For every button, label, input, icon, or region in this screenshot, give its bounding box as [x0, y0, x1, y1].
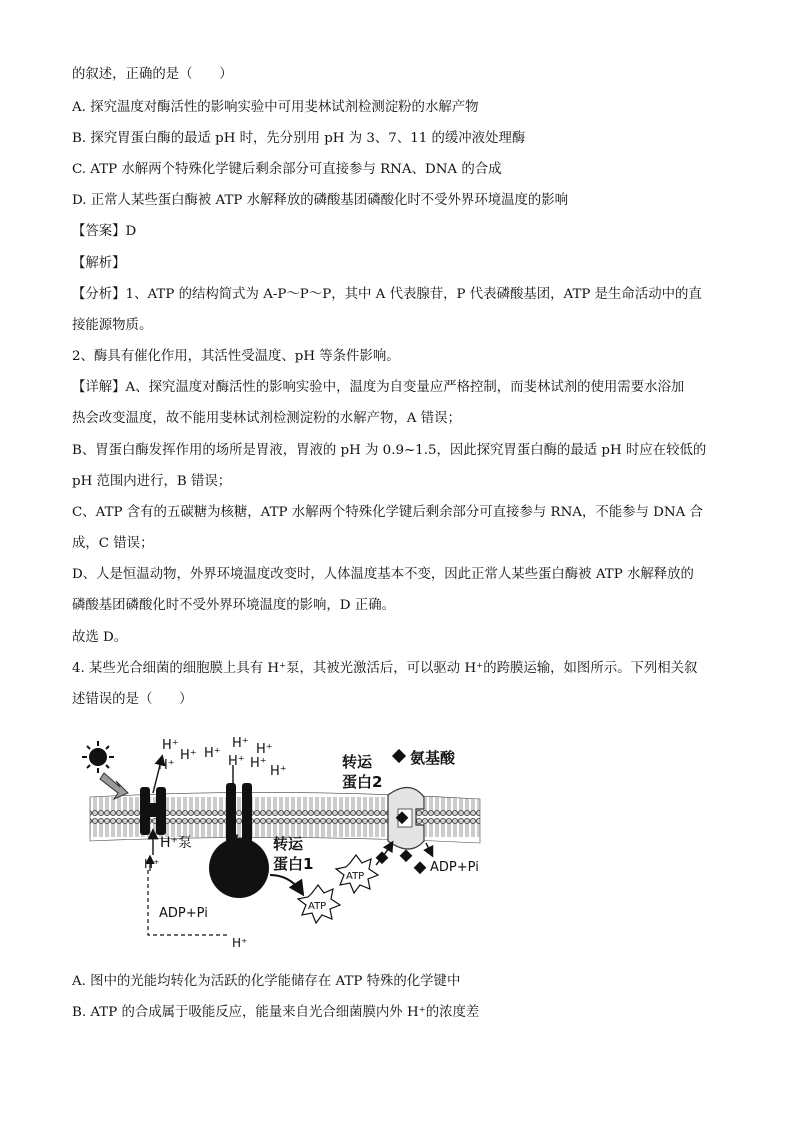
option-a: A. 探究温度对酶活性的影响实验中可用斐林试剂检测淀粉的水解产物 [72, 100, 479, 115]
atp-label: ATP [308, 901, 327, 912]
h-plus-label: H⁺ [158, 758, 175, 773]
h-plus-label: H⁺ [228, 754, 245, 769]
adp-pi-label: ADP+Pi [430, 860, 479, 875]
q4-option-a: A. 图中的光能均转化为活跃的化学能储存在 ATP 特殊的化学键中 [72, 974, 461, 989]
question-4-stem: 述错误的是（ ） [72, 692, 193, 707]
conclusion-line: 故选 D。 [72, 630, 128, 645]
h-plus-label: H⁺ [180, 748, 197, 763]
question-4-stem: 4. 某些光合细菌的细胞膜上具有 H⁺泵，其被光激活后，可以驱动 H⁺的跨膜运输，如图所示。下列相关叙 [72, 661, 698, 676]
atp-label: ATP [346, 871, 365, 882]
h-plus-label: H⁺ [256, 742, 273, 757]
h-plus-label: H⁺ [270, 764, 287, 779]
analysis-paragraph: 接能源物质。 [72, 318, 153, 333]
h-plus-label: H⁺ [162, 738, 179, 753]
sun-icon [82, 741, 114, 773]
detail-paragraph: 成，C 错误； [72, 536, 154, 551]
analysis-heading: 【解析】 [72, 256, 126, 271]
detail-paragraph: pH 范围内进行，B 错误； [72, 474, 232, 489]
amino-acid-icon [414, 861, 427, 874]
transporter-2-label: 蛋白2 [342, 773, 383, 791]
light-arrow-icon [100, 773, 128, 799]
transporter-1-label: 转运 [273, 835, 304, 853]
option-d: D. 正常人某些蛋白酶被 ATP 水解释放的磷酸基团磷酸化时不受外界环境温度的影响 [72, 193, 569, 208]
amino-acid-label: 氨基酸 [410, 749, 456, 767]
adp-pi-label: ADP+Pi [159, 906, 208, 921]
h-plus-label: H⁺ [204, 746, 221, 761]
h-plus-label: H⁺ [232, 736, 249, 751]
analysis-paragraph: 2、酶具有催化作用，其活性受温度、pH 等条件影响。 [72, 349, 400, 364]
amino-acid-icon [392, 749, 406, 763]
detail-paragraph: 【详解】A、探究温度对酶活性的影响实验中，温度为自变量应严格控制，而斐林试剂的使用需要水浴加 [72, 380, 685, 395]
h-plus-label: H⁺ [232, 936, 248, 950]
h-plus-label: H⁺ [144, 857, 160, 871]
adp-release-arrow-icon [426, 843, 432, 855]
transporter-2-label: 转运 [342, 753, 373, 771]
transporter-1-label: 蛋白1 [273, 855, 314, 873]
q4-option-b: B. ATP 的合成属于吸能反应，能量来自光合细菌膜内外 H⁺的浓度差 [72, 1005, 480, 1020]
detail-paragraph: B、胃蛋白酶发挥作用的场所是胃液，胃液的 pH 为 0.9~1.5，因此探究胃蛋白酶的最适 pH 时应在较低的 [72, 443, 707, 458]
answer-line: 【答案】D [72, 224, 137, 239]
membrane-transport-diagram [80, 725, 500, 955]
detail-paragraph: C、ATP 含有的五碳糖为核糖，ATP 水解两个特殊化学键后剩余部分可直接参与 RNA，不能参与 DNA 合 [72, 505, 703, 520]
analysis-paragraph: 【分析】1、ATP 的结构简式为 A-P～P～P，其中 A 代表腺苷，P 代表磷酸基团，ATP 是生命活动中的直 [72, 287, 702, 302]
h-plus-label: H⁺ [250, 756, 267, 771]
option-b: B. 探究胃蛋白酶的最适 pH 时，先分别用 pH 为 3、7、11 的缓冲液处理酶 [72, 131, 526, 146]
detail-paragraph: 热会改变温度，故不能用斐林试剂检测淀粉的水解产物，A 错误； [72, 411, 461, 426]
question-stem-tail: 的叙述，正确的是（ ） [72, 67, 233, 82]
option-c: C. ATP 水解两个特殊化学键后剩余部分可直接参与 RNA、DNA 的合成 [72, 162, 502, 177]
pump-label: H⁺泵 [160, 835, 192, 851]
detail-paragraph: 磷酸基团磷酸化时不受外界环境温度的影响，D 正确。 [72, 598, 395, 613]
detail-paragraph: D、人是恒温动物，外界环境温度改变时，人体温度基本不变，因此正常人某些蛋白酶被 ATP 水解释放的 [72, 567, 694, 582]
atp-synthesis-arrow-icon [270, 875, 302, 893]
amino-acid-icon [400, 849, 413, 862]
